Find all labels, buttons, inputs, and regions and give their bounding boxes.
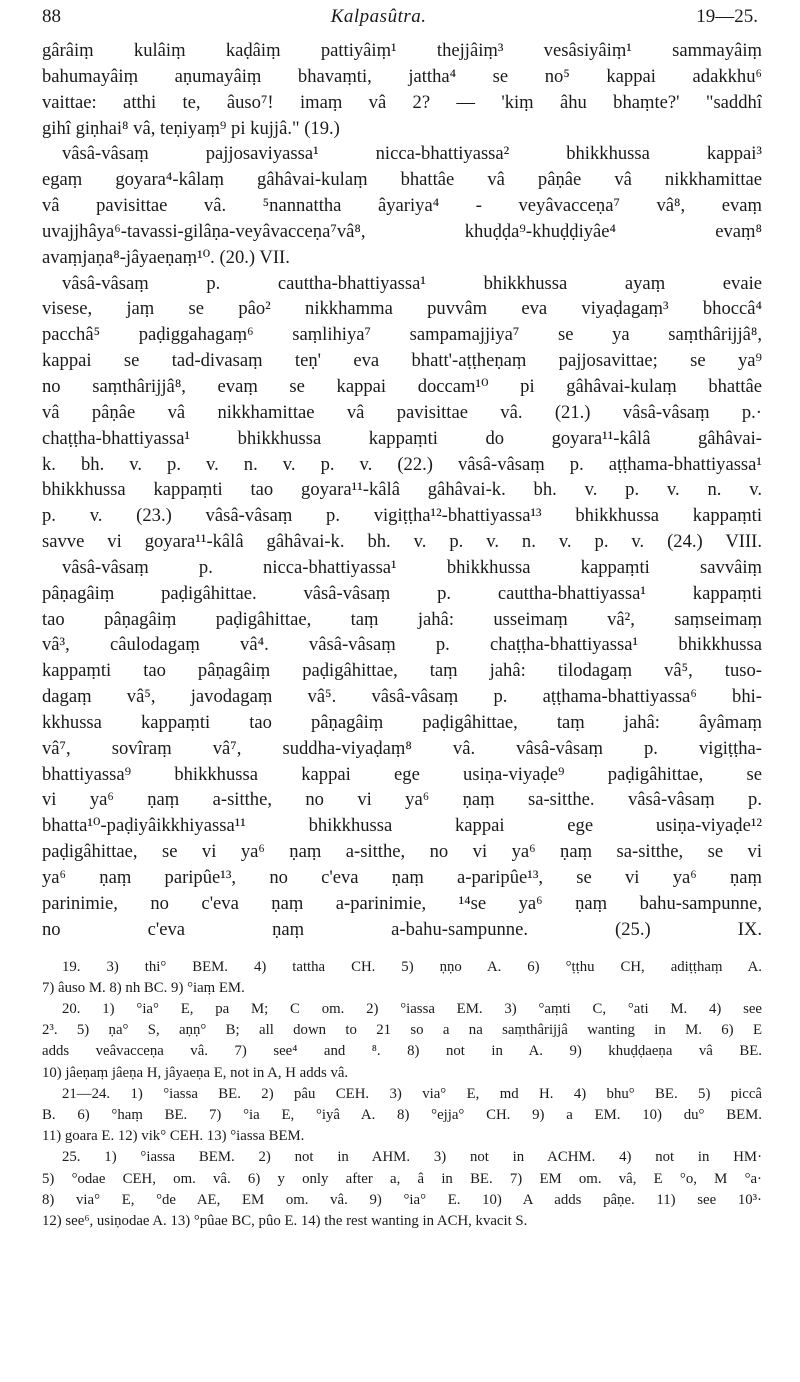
- text-line: no c'eva ṇaṃ a-bahu-sampunne. (25.) IX.: [42, 918, 762, 940]
- text-line: ya⁶ ṇaṃ paripûe¹³, no c'eva ṇaṃ a-paripûe¹³, se vi ya⁶ ṇaṃ: [42, 867, 762, 888]
- text-line: pacchâ⁵ paḍiggahagaṃ⁶ saṃlihiya⁷ sampamajjiya⁷ se ya saṃthârijjâ⁸,: [42, 324, 762, 346]
- text-line: bahumayâiṃ aṇumayâiṃ bhavaṃti, jattha⁴ se no⁵ kappai adakkhu⁶: [42, 65, 762, 87]
- page-number: 88: [42, 6, 61, 27]
- text-line: kkhussa kappaṃti tao pâṇagâiṃ paḍigâhittae, taṃ jahâ: âyâmaṃ: [42, 711, 762, 733]
- text-line: kappai se tad-divasaṃ teṇ' eva bhatt'-aṭṭheṇaṃ pajjosavittae; se ya⁹: [42, 350, 762, 372]
- text-line: avaṃjaṇa⁸-jâyaeṇaṃ¹⁰. (20.) VII.: [42, 246, 290, 268]
- text-line: vaittae: atthi te, âuso⁷! imaṃ vâ 2? — 'kiṃ âhu bhaṃte?' "saddhî: [42, 91, 762, 113]
- text-line: vâ pavisittae vâ. ⁵nannattha âyariya⁴ - veyâvacceṇa⁷ vâ⁸, evaṃ: [42, 195, 762, 217]
- text-line: k. bh. v. p. v. n. v. p. v. (22.) vâsâ-vâsaṃ p. aṭṭhama-bhattiyassa¹: [42, 453, 762, 475]
- footnote-line: 2³. 5) ṇa° S, aṇṇ° B; all down to 21 so a na saṃthârijjâ wanting in M. 6) E: [42, 1022, 762, 1039]
- text-line: vi ya⁶ ṇaṃ a-sitthe, no vi ya⁶ ṇaṃ sa-sitthe. vâsâ-vâsaṃ p.: [42, 789, 762, 811]
- text-line: vâsâ-vâsaṃ p. nicca-bhattiyassa¹ bhikkhussa kappaṃti savvâiṃ: [62, 556, 762, 578]
- text-line: vâ³, câulodagaṃ vâ⁴. vâsâ-vâsaṃ p. chaṭṭha-bhattiyassa¹ bhikkhussa: [42, 634, 762, 656]
- text-line: uvajjhâya⁶-tavassi-gilâṇa-veyâvacceṇa⁷vâ⁸, khuḍḍa⁹-khuḍḍiyâe⁴ evaṃ⁸: [42, 220, 762, 242]
- text-line: visese, jaṃ se pâo² nikkhamma puvvâm eva viyaḍagaṃ³ bhoccâ⁴: [42, 298, 762, 320]
- footnote-line: 21—24. 1) °iassa BE. 2) pâu CEH. 3) via° E, md H. 4) bhu° BE. 5) piccâ: [62, 1085, 762, 1102]
- footnote-line: 5) °odae CEH, om. vâ. 6) y only after a, â in BE. 7) EM om. vâ, E °o, M °a·: [42, 1170, 762, 1187]
- text-line: p. v. (23.) vâsâ-vâsaṃ p. vigiṭṭha¹²-bhattiyassa¹³ bhikkhussa kappaṃti: [42, 505, 762, 527]
- text-line: kappaṃti tao pâṇagâiṃ paḍigâhittae, taṃ jahâ: tilodagaṃ vâ⁵, tuso-: [42, 660, 762, 682]
- text-line: gârâiṃ kulâiṃ kaḍâiṃ pattiyâiṃ¹ thejjâiṃ³ vesâsiyâiṃ¹ sammayâiṃ: [42, 40, 762, 61]
- text-line: parinimie, no c'eva ṇaṃ a-parinimie, ¹⁴se ya⁶ ṇaṃ bahu-sampunne,: [42, 892, 762, 914]
- footnote-line: 20. 1) °ia° E, pa M; C om. 2) °iassa EM. 3) °aṃti C, °ati M. 4) see: [62, 1000, 762, 1017]
- footnote-line: 10) jâeṇaṃ jâeṇa H, jâyaeṇa E, not in A, H adds vâ.: [42, 1064, 349, 1081]
- text-line: vâsâ-vâsaṃ pajjosaviyassa¹ nicca-bhattiyassa² bhikkhussa kappai³: [62, 143, 762, 165]
- text-line: vâsâ-vâsaṃ p. cauttha-bhattiyassa¹ bhikkhussa ayaṃ evaie: [62, 272, 762, 294]
- text-line: bhattiyassa⁹ bhikkhussa kappai ege usiṇa-viyaḍe⁹ paḍigâhittae, se: [42, 763, 762, 785]
- text-line: vâ pâṇâe vâ nikkhamittae vâ pavisittae vâ. (21.) vâsâ-vâsaṃ p.·: [42, 401, 762, 423]
- section-range: 19—25.: [696, 6, 758, 27]
- text-line: vâ⁷, sovîraṃ vâ⁷, suddha-viyaḍaṃ⁸ vâ. vâsâ-vâsaṃ p. vigiṭṭha-: [42, 737, 762, 759]
- text-line: chaṭṭha-bhattiyassa¹ bhikkhussa kappaṃti do goyara¹¹-kâlâ gâhâvai-: [42, 427, 762, 449]
- footnotes: [42, 957, 762, 1233]
- text-line: gihî giṇhai⁸ vâ, teṇiyaṃ⁹ pi kujjâ." (19.): [42, 117, 340, 139]
- text-line: dagaṃ vâ⁵, javodagaṃ vâ⁵. vâsâ-vâsaṃ p. aṭṭhama-bhattiyassa⁶ bhi-: [42, 686, 762, 708]
- footnote-line: 11) goara E. 12) vik° CEH. 13) °iassa BEM.: [42, 1128, 305, 1145]
- footnote-line: 25. 1) °iassa BEM. 2) not in AHM. 3) not in ACHM. 4) not in HM·: [62, 1149, 762, 1166]
- text-line: bhatta¹⁰-paḍiyâikkhiyassa¹¹ bhikkhussa kappai ege usiṇa-viyaḍe¹²: [42, 815, 762, 837]
- text-line: savve vi goyara¹¹-kâlâ gâhâvai-k. bh. v. p. v. n. v. p. v. (24.) VIII.: [42, 531, 762, 553]
- running-header: [42, 0, 762, 38]
- text-line: egaṃ goyara⁴-kâlaṃ gâhâvai-kulaṃ bhattâe vâ pâṇâe vâ nikkhamittae: [42, 169, 762, 191]
- text-line: pâṇagâiṃ paḍigâhittae. vâsâ-vâsaṃ p. cauttha-bhattiyassa¹ kappaṃti: [42, 582, 762, 604]
- footnote-line: adds veâvacceṇa vâ. 7) see⁴ and ⁸. 8) not in A. 9) khuḍḍaeṇa vâ BE.: [42, 1043, 762, 1060]
- footnote-line: 7) âuso M. 8) nh BC. 9) °iaṃ EM.: [42, 979, 245, 996]
- footnote-line: B. 6) °haṃ BE. 7) °ia E, °iyâ A. 8) °ejja° CH. 9) a EM. 10) du° BEM.: [42, 1106, 762, 1123]
- footnote-line: 8) via° E, °de AE, EM om. vâ. 9) °ia° E. 10) A adds pâṇe. 11) see 10³·: [42, 1191, 762, 1208]
- text-line: bhikkhussa kappaṃti tao goyara¹¹-kâlâ gâhâvai-k. bh. v. p. v. n. v.: [42, 479, 762, 501]
- footnote-line: 19. 3) thi° BEM. 4) tattha CH. 5) ṇṇo A. 6) °ṭṭhu CH, adiṭṭhaṃ A.: [62, 958, 762, 975]
- footnote-line: 12) see⁶, usiṇodae A. 13) °pûae BC, pûo E. 14) the rest wanting in ACH, kvacit S.: [42, 1212, 528, 1229]
- running-title: Kalpasûtra.: [330, 6, 427, 27]
- text-line: paḍigâhittae, se vi ya⁶ ṇaṃ a-sitthe, no vi ya⁶ ṇaṃ sa-sitthe, se vi: [42, 841, 762, 863]
- text-line: tao pâṇagâiṃ paḍigâhittae, taṃ jahâ: usseimaṃ vâ², saṃseimaṃ: [42, 608, 762, 630]
- text-line: no saṃthârijjâ⁸, evaṃ se kappai doccam¹⁰ pi gâhâvai-kulaṃ bhattâe: [42, 375, 762, 397]
- main-text: [42, 38, 762, 943]
